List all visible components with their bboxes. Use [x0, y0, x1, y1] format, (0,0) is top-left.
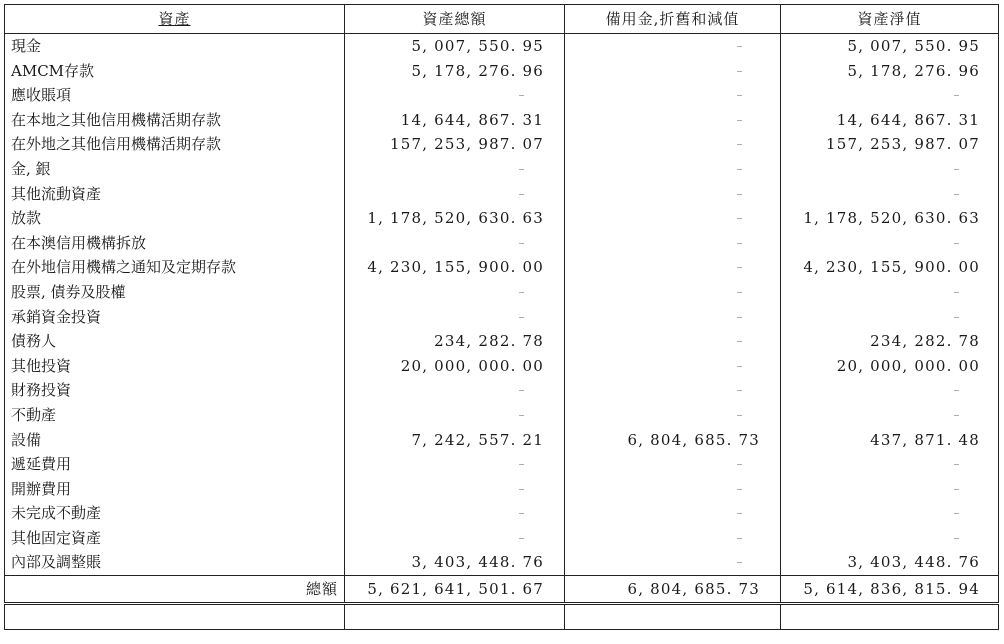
row-label: 其他固定資產 [5, 526, 345, 551]
cell-gross: 7, 242, 557. 21 [345, 428, 565, 453]
cell-provision-empty: – [565, 83, 781, 108]
table-row [5, 501, 999, 526]
cell-provision-empty: – [565, 34, 781, 59]
table-row [5, 550, 999, 575]
table-row [5, 428, 999, 453]
row-label: 放款 [5, 206, 345, 231]
header-gross: 資產總額 [345, 5, 565, 34]
cell-gross: 20, 000, 000. 00 [345, 354, 565, 379]
row-label: 內部及調整賬 [5, 550, 345, 575]
cell-provision-empty: – [565, 354, 781, 379]
total-row [5, 576, 999, 604]
table-row [5, 132, 999, 157]
cell-provision-empty: – [565, 206, 781, 231]
cell-net: 234, 282. 78 [781, 329, 999, 354]
cell-net: 157, 253, 987. 07 [781, 132, 999, 157]
cell-net: 1, 178, 520, 630. 63 [781, 206, 999, 231]
cell-provision-empty: – [565, 526, 781, 551]
cell-provision-empty: – [565, 477, 781, 502]
table-row [5, 378, 999, 403]
header-provision: 備用金,折舊和減值 [565, 5, 781, 34]
cell-net-empty: – [781, 157, 999, 182]
cell-gross-empty: – [345, 280, 565, 305]
cell-net: 437, 871. 48 [781, 428, 999, 453]
cell-net-empty: – [781, 403, 999, 428]
row-label: 遞延費用 [5, 452, 345, 477]
cell-gross-empty: – [345, 157, 565, 182]
table-row [5, 354, 999, 379]
cell-net-empty: – [781, 231, 999, 256]
table-row [5, 34, 999, 59]
header-row [5, 5, 999, 34]
cell-net-empty: – [781, 477, 999, 502]
row-label: 未完成不動產 [5, 501, 345, 526]
cell-provision-empty: – [565, 231, 781, 256]
cell-provision-empty: – [565, 108, 781, 133]
cell-provision-empty: – [565, 157, 781, 182]
row-label: 在外地之其他信用機構活期存款 [5, 132, 345, 157]
cell-net-empty: – [781, 526, 999, 551]
table-row [5, 83, 999, 108]
row-label: 開辦費用 [5, 477, 345, 502]
cell-gross: 234, 282. 78 [345, 329, 565, 354]
row-label: 在外地信用機構之通知及定期存款 [5, 255, 345, 280]
cell-gross-empty: – [345, 403, 565, 428]
cell-gross-empty: – [345, 452, 565, 477]
cell-gross: 3, 403, 448. 76 [345, 550, 565, 575]
table-row [5, 231, 999, 256]
cell-provision-empty: – [565, 305, 781, 330]
cell-gross-empty: – [345, 526, 565, 551]
table-row [5, 477, 999, 502]
row-label: 財務投資 [5, 378, 345, 403]
cell-provision-empty: – [565, 280, 781, 305]
table-row [5, 255, 999, 280]
cell-gross: 5, 007, 550. 95 [345, 34, 565, 59]
blank-cell [781, 604, 999, 630]
cell-net-empty: – [781, 452, 999, 477]
cell-provision-empty: – [565, 378, 781, 403]
row-label: 在本澳信用機構拆放 [5, 231, 345, 256]
cell-net-empty: – [781, 83, 999, 108]
cell-net: 5, 007, 550. 95 [781, 34, 999, 59]
cell-net-empty: – [781, 378, 999, 403]
cell-net-empty: – [781, 280, 999, 305]
cell-gross: 1, 178, 520, 630. 63 [345, 206, 565, 231]
cell-provision-empty: – [565, 501, 781, 526]
cell-gross-empty: – [345, 378, 565, 403]
row-label: 應收賬項 [5, 83, 345, 108]
table-row [5, 452, 999, 477]
table-row [5, 403, 999, 428]
cell-net: 20, 000, 000. 00 [781, 354, 999, 379]
header-net: 資產淨值 [781, 5, 999, 34]
cell-gross-empty: – [345, 231, 565, 256]
total-net: 5, 614, 836, 815. 94 [781, 576, 999, 604]
row-label: 金, 銀 [5, 157, 345, 182]
table-body [5, 34, 999, 576]
blank-cell [5, 604, 345, 630]
cell-provision-empty: – [565, 132, 781, 157]
cell-net: 4, 230, 155, 900. 00 [781, 255, 999, 280]
balance-sheet-assets-table [4, 4, 999, 630]
row-label: 不動產 [5, 403, 345, 428]
cell-gross-empty: – [345, 477, 565, 502]
cell-gross-empty: – [345, 501, 565, 526]
cell-gross: 157, 253, 987. 07 [345, 132, 565, 157]
cell-net-empty: – [781, 305, 999, 330]
total-gross: 5, 621, 641, 501. 67 [345, 576, 565, 604]
cell-gross-empty: – [345, 182, 565, 207]
cell-provision-empty: – [565, 182, 781, 207]
total-label: 總額 [5, 576, 345, 604]
table-row [5, 280, 999, 305]
blank-cell [345, 604, 565, 630]
cell-provision-empty: – [565, 255, 781, 280]
cell-net-empty: – [781, 501, 999, 526]
table-row [5, 157, 999, 182]
row-label: 設備 [5, 428, 345, 453]
table-row [5, 305, 999, 330]
cell-provision-empty: – [565, 550, 781, 575]
cell-gross: 5, 178, 276. 96 [345, 59, 565, 84]
cell-net: 5, 178, 276. 96 [781, 59, 999, 84]
table-row [5, 329, 999, 354]
cell-gross-empty: – [345, 83, 565, 108]
blank-row [5, 604, 999, 630]
table-row [5, 206, 999, 231]
cell-provision-empty: – [565, 329, 781, 354]
cell-net: 14, 644, 867. 31 [781, 108, 999, 133]
cell-net-empty: – [781, 182, 999, 207]
row-label: 其他投資 [5, 354, 345, 379]
cell-gross: 14, 644, 867. 31 [345, 108, 565, 133]
cell-provision: 6, 804, 685. 73 [565, 428, 781, 453]
row-label: 其他流動資產 [5, 182, 345, 207]
total-provision: 6, 804, 685. 73 [565, 576, 781, 604]
row-label: 現金 [5, 34, 345, 59]
table-row [5, 182, 999, 207]
row-label: 承銷資金投資 [5, 305, 345, 330]
cell-gross: 4, 230, 155, 900. 00 [345, 255, 565, 280]
row-label: 在本地之其他信用機構活期存款 [5, 108, 345, 133]
table-row [5, 59, 999, 84]
cell-provision-empty: – [565, 452, 781, 477]
cell-provision-empty: – [565, 403, 781, 428]
cell-gross-empty: – [345, 305, 565, 330]
row-label: AMCM存款 [5, 59, 345, 84]
cell-net: 3, 403, 448. 76 [781, 550, 999, 575]
table-row [5, 108, 999, 133]
table-row [5, 526, 999, 551]
cell-provision-empty: – [565, 59, 781, 84]
row-label: 債務人 [5, 329, 345, 354]
header-asset: 資產 [5, 5, 345, 34]
blank-cell [565, 604, 781, 630]
row-label: 股票, 債券及股權 [5, 280, 345, 305]
